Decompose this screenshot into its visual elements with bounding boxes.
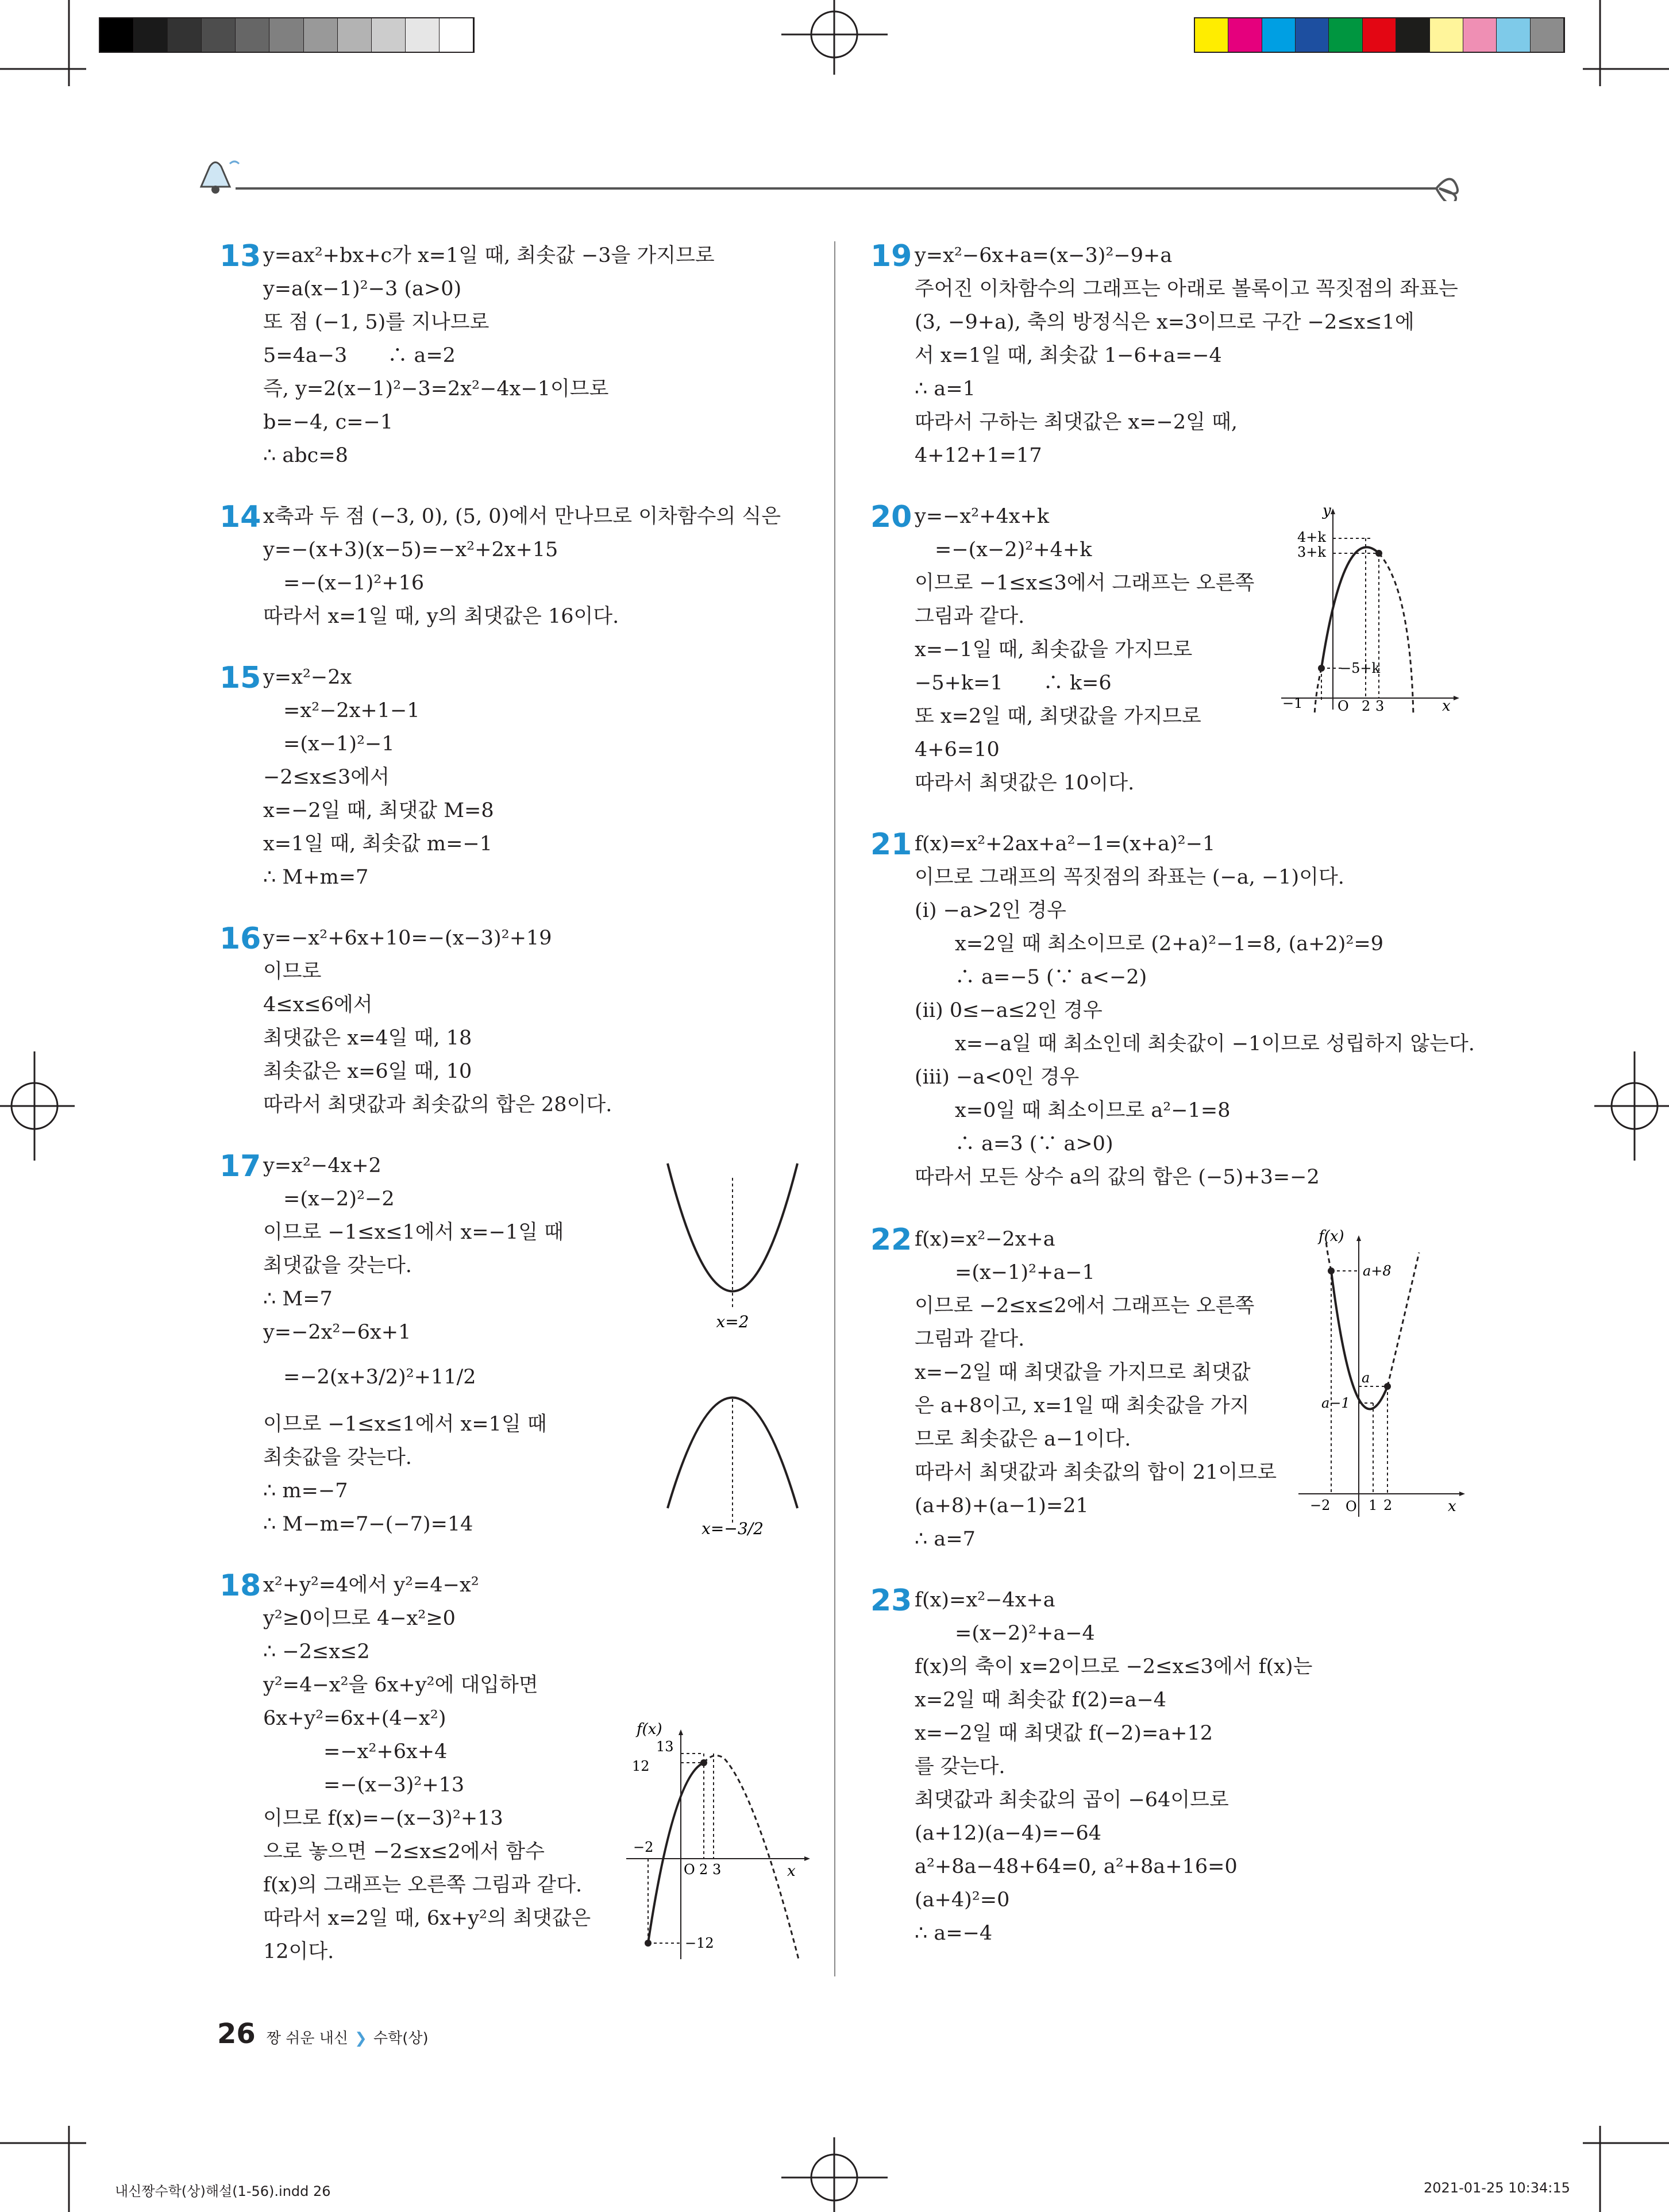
- slug-filename: 내신짱수학(상)해설(1-56).indd 26: [115, 2183, 331, 2199]
- solution-line: 최댓값을 갖는다.: [263, 1254, 412, 1277]
- x-axis-label: x: [787, 1863, 796, 1880]
- solution-line: ∴ −2≤x≤2: [263, 1640, 370, 1663]
- problem-number: 15: [219, 661, 261, 695]
- solution-line: =−x²+6x+4: [263, 1740, 448, 1763]
- solution-line: f(x)=x²−4x+a: [915, 1589, 1055, 1612]
- solution-line: 를 갖는다.: [915, 1755, 1005, 1778]
- solution-line: y=a(x−1)²−3 (a>0): [263, 278, 462, 300]
- solution-line: =(x−2)²−2: [263, 1188, 395, 1211]
- tick-4k: 4+k: [1297, 529, 1326, 545]
- problem-number: 17: [219, 1149, 261, 1184]
- solution-line: x축과 두 점 (−3, 0), (5, 0)에서 만나므로 이차함수의 식은: [263, 505, 781, 528]
- axis-label: x=2: [716, 1312, 749, 1331]
- solution-line: 이므로 −1≤x≤1에서 x=−1일 때: [263, 1221, 564, 1244]
- solution-line: =(x−1)²−1: [263, 733, 395, 756]
- solution-line: x²+y²=4에서 y²=4−x²: [263, 1574, 479, 1597]
- solution-line: 그림과 같다.: [915, 1328, 1025, 1351]
- solution-line: x=2일 때 최솟값 f(2)=a−4: [915, 1689, 1167, 1712]
- solution-line: =(x−2)²+a−4: [915, 1622, 1095, 1645]
- solution-line: 따라서 x=2일 때, 6x+y²의 최댓값은: [263, 1907, 591, 1930]
- solution-line: =−(x−2)²+4+k: [915, 538, 1092, 561]
- figure-20-graph: [1275, 503, 1459, 715]
- problem-number: 21: [870, 827, 912, 862]
- origin-label: O: [1337, 698, 1349, 714]
- fx-label: f(x): [1319, 1228, 1344, 1245]
- problem-number: 22: [870, 1223, 912, 1257]
- figure-17-upward-parabola: [661, 1155, 810, 1339]
- solution-line: =x²−2x+1−1: [263, 699, 420, 722]
- tick-12: 12: [632, 1758, 650, 1774]
- x-axis-label: x: [1448, 1498, 1456, 1515]
- solution-line: −5+k=1 ∴ k=6: [915, 672, 1112, 695]
- leaf-icon: ❯: [354, 2030, 367, 2047]
- solution-line: 따라서 x=1일 때, y의 최댓값은 16이다.: [263, 605, 619, 628]
- solution-line: 즉, y=2(x−1)²−3=2x²−4x−1이므로: [263, 377, 609, 400]
- figure-17-downward-parabola: [661, 1362, 810, 1546]
- solution-line: 또 점 (−1, 5)를 지나므로: [263, 311, 489, 334]
- solution-line: x=1일 때, 최솟값 m=−1: [263, 833, 492, 855]
- solution-line: ∴ abc=8: [263, 444, 348, 467]
- tick-am1: a−1: [1321, 1395, 1350, 1411]
- tick-neg2: −2: [633, 1839, 654, 1855]
- tick-x3: 3: [1375, 698, 1385, 714]
- solution-line: 은 a+8이고, x=1일 때 최솟값을 가지: [915, 1394, 1250, 1417]
- problem-number: 19: [870, 239, 912, 273]
- solution-line: y=x²−4x+2: [263, 1154, 381, 1177]
- solution-line: 따라서 모든 상수 a의 값의 합은 (−5)+3=−2: [915, 1166, 1320, 1189]
- solution-line: 이므로 −1≤x≤3에서 그래프는 오른쪽: [915, 572, 1255, 595]
- axis-label: x=−3/2: [701, 1519, 764, 1538]
- solution-line: 5=4a−3 ∴ a=2: [263, 344, 456, 367]
- solution-line: f(x)=x²−2x+a: [915, 1228, 1055, 1251]
- subject-label: 수학(상): [373, 2030, 429, 2047]
- solution-line: 12이다.: [263, 1940, 334, 1963]
- solution-line: 따라서 구하는 최댓값은 x=−2일 때,: [915, 411, 1238, 434]
- tick-neg1: −1: [1282, 695, 1303, 711]
- tick-x1: 1: [1369, 1497, 1378, 1513]
- solution-line: =−(x−3)²+13: [263, 1774, 465, 1797]
- solution-line: ∴ a=3 (∵ a>0): [915, 1132, 1113, 1155]
- problem-number: 18: [219, 1569, 261, 1603]
- solution-line: (i) −a>2인 경우: [915, 899, 1066, 922]
- page-number: 26: [217, 2018, 256, 2050]
- solution-line: ∴ M=7: [263, 1288, 333, 1311]
- solution-line: 이므로 −2≤x≤2에서 그래프는 오른쪽: [915, 1294, 1255, 1317]
- page-footer: [217, 2018, 429, 2050]
- tick-x2: 2: [699, 1862, 708, 1878]
- solution-line: 서 x=1일 때, 최솟값 1−6+a=−4: [915, 344, 1222, 367]
- solution-line: a²+8a−48+64=0, a²+8a+16=0: [915, 1855, 1238, 1878]
- solution-line: x=−1일 때, 최솟값을 가지므로: [915, 638, 1193, 661]
- solution-line: y=ax²+bx+c가 x=1일 때, 최솟값 −3을 가지므로: [263, 244, 715, 267]
- solution-line: 따라서 최댓값은 10이다.: [915, 772, 1135, 795]
- solution-line: 주어진 이차함수의 그래프는 아래로 볼록이고 꼭짓점의 좌표는: [915, 278, 1458, 300]
- solution-line: y=x²−2x: [263, 666, 352, 689]
- solution-line: 또 x=2일 때, 최댓값을 가지므로: [915, 705, 1201, 728]
- solution-line: 이므로 −1≤x≤1에서 x=1일 때: [263, 1413, 547, 1436]
- figure-18-graph: [620, 1718, 816, 1965]
- solution-line: (ii) 0≤−a≤2인 경우: [915, 999, 1103, 1022]
- solution-line: f(x)=x²+2ax+a²−1=(x+a)²−1: [915, 833, 1216, 855]
- book-title: 짱 쉬운 내신: [266, 2030, 349, 2047]
- solution-line: ∴ M+m=7: [263, 866, 369, 889]
- solution-line: ∴ m=−7: [263, 1479, 348, 1502]
- solution-line: (a+4)²=0: [915, 1889, 1010, 1912]
- solution-line: f(x)의 축이 x=2이므로 −2≤x≤3에서 f(x)는: [915, 1655, 1313, 1678]
- solution-line: =(x−1)²+a−1: [915, 1261, 1095, 1284]
- solution-line: b=−4, c=−1: [263, 411, 394, 434]
- slug-timestamp: 2021-01-25 10:34:15: [1424, 2180, 1570, 2196]
- tick-neg2: −2: [1310, 1497, 1331, 1513]
- tick-neg5k: −5+k: [1340, 660, 1381, 676]
- problem-number: 14: [219, 500, 261, 534]
- solution-line: (3, −9+a), 축의 방정식은 x=3이므로 구간 −2≤x≤1에: [915, 311, 1414, 334]
- tick-x2: 2: [1383, 1497, 1393, 1513]
- solution-line: −2≤x≤3에서: [263, 766, 390, 789]
- problem-number: 23: [870, 1583, 912, 1618]
- solution-line: x=−2일 때 최댓값을 가지므로 최댓값: [915, 1361, 1251, 1384]
- solution-line: 4≤x≤6에서: [263, 993, 373, 1016]
- problem-number: 20: [870, 500, 912, 534]
- bell-icon: [201, 161, 239, 194]
- solution-line: 그림과 같다.: [915, 605, 1025, 628]
- solution-line: y=−2x²−6x+1: [263, 1321, 411, 1344]
- solution-line: (a+8)+(a−1)=21: [915, 1494, 1089, 1517]
- solution-line: 따라서 최댓값과 최솟값의 합은 28이다.: [263, 1093, 612, 1116]
- solution-line: =−2(x+3/2)²+11/2: [263, 1366, 476, 1389]
- solution-line: 이므로 f(x)=−(x−3)²+13: [263, 1807, 503, 1830]
- tick-a: a: [1362, 1370, 1370, 1386]
- solution-line: ∴ M−m=7−(−7)=14: [263, 1513, 473, 1536]
- solution-line: y=−(x+3)(x−5)=−x²+2x+15: [263, 538, 558, 561]
- solution-line: 므로 최솟값은 a−1이다.: [915, 1428, 1131, 1451]
- solution-line: 최솟값은 x=6일 때, 10: [263, 1060, 472, 1083]
- solution-line: y²=4−x²을 6x+y²에 대입하면: [263, 1674, 538, 1697]
- origin-label: O: [684, 1862, 695, 1878]
- solution-line: 4+6=10: [915, 738, 1000, 761]
- tick-3k: 3+k: [1297, 544, 1326, 560]
- solution-line: y=x²−6x+a=(x−3)²−9+a: [915, 244, 1173, 267]
- solution-line: y=−x²+4x+k: [915, 505, 1050, 528]
- solution-line: ∴ a=1: [915, 377, 976, 400]
- ribbon-icon: [1436, 179, 1458, 201]
- header-decoration: [184, 155, 1471, 201]
- column-divider: [834, 241, 835, 1976]
- solution-line: f(x)의 그래프는 오른쪽 그림과 같다.: [263, 1874, 583, 1897]
- solution-line: ∴ a=−4: [915, 1922, 993, 1945]
- tick-neg12: −12: [685, 1935, 714, 1951]
- tick-x3: 3: [712, 1862, 722, 1878]
- solution-line: 6x+y²=6x+(4−x²): [263, 1707, 446, 1730]
- solution-line: ∴ a=−5 (∵ a<−2): [915, 966, 1147, 989]
- y-axis-label: y: [1323, 503, 1331, 519]
- tick-13: 13: [656, 1739, 674, 1755]
- figure-22-graph: [1293, 1224, 1471, 1523]
- solution-line: y²≥0이므로 4−x²≥0: [263, 1607, 456, 1630]
- solution-line: 따라서 최댓값과 최솟값의 합이 21이므로: [915, 1461, 1277, 1484]
- problem-number: 16: [219, 922, 261, 956]
- origin-label: O: [1346, 1498, 1357, 1515]
- solution-line: x=−2일 때 최댓값 f(−2)=a+12: [915, 1722, 1213, 1745]
- solution-line: =−(x−1)²+16: [263, 572, 425, 595]
- solution-line: 최댓값은 x=4일 때, 18: [263, 1027, 472, 1050]
- solution-line: 최댓값과 최솟값의 곱이 −64이므로: [915, 1789, 1229, 1812]
- solution-line: ∴ a=7: [915, 1528, 976, 1551]
- fx-label: f(x): [637, 1721, 662, 1738]
- tick-x2: 2: [1362, 698, 1371, 714]
- solution-line: 이므로 그래프의 꼭짓점의 좌표는 (−a, −1)이다.: [915, 866, 1344, 889]
- problem-number: 13: [219, 239, 261, 273]
- solution-line: x=2일 때 최소이므로 (2+a)²−1=8, (a+2)²=9: [915, 932, 1384, 955]
- x-axis-label: x: [1442, 697, 1451, 715]
- solution-line: 이므로: [263, 960, 322, 983]
- solution-line: 최솟값을 갖는다.: [263, 1446, 412, 1469]
- solution-line: 4+12+1=17: [915, 444, 1042, 467]
- solution-line: (a+12)(a−4)=−64: [915, 1822, 1101, 1845]
- solution-line: 으로 놓으면 −2≤x≤2에서 함수: [263, 1840, 545, 1863]
- tick-a8: a+8: [1363, 1263, 1392, 1279]
- solution-line: y=−x²+6x+10=−(x−3)²+19: [263, 927, 552, 950]
- solution-line: x=−2일 때, 최댓값 M=8: [263, 799, 494, 822]
- solution-line: x=−a일 때 최소인데 최솟값이 −1이므로 성립하지 않는다.: [915, 1032, 1475, 1055]
- solution-line: x=0일 때 최소이므로 a²−1=8: [915, 1099, 1231, 1122]
- solution-line: (iii) −a<0인 경우: [915, 1066, 1080, 1089]
